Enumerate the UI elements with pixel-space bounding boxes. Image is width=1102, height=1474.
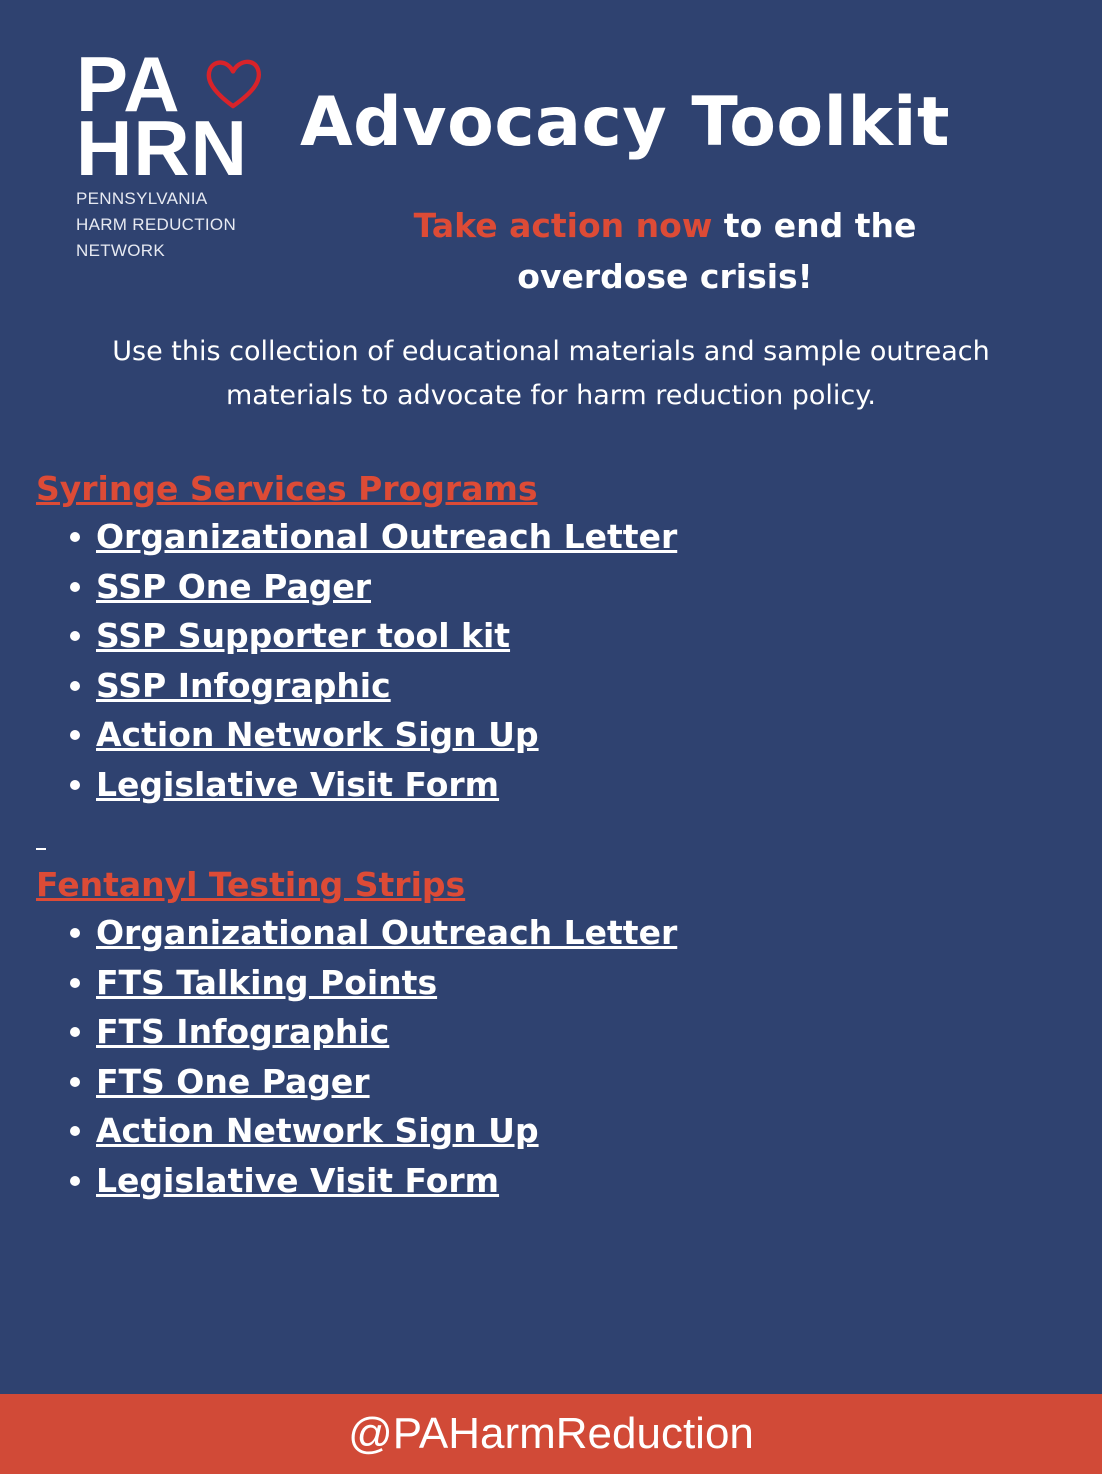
- page-title: Advocacy Toolkit: [300, 83, 950, 162]
- resource-link[interactable]: SSP Infographic: [96, 665, 391, 705]
- list-item: [68, 611, 1036, 661]
- heart-icon: [204, 58, 262, 110]
- list-item: [68, 958, 1036, 1008]
- logo-sub-line: PENNSYLVANIA: [76, 189, 208, 208]
- section-syringe-services: [36, 466, 1036, 810]
- section-heading-link[interactable]: Fentanyl Testing Strips: [36, 865, 466, 904]
- resource-link[interactable]: Action Network Sign Up: [96, 1111, 539, 1151]
- resource-list: [36, 908, 1036, 1206]
- resource-link[interactable]: Organizational Outreach Letter: [96, 913, 678, 952]
- resource-link[interactable]: SSP Supporter tool kit: [96, 616, 511, 656]
- list-item: [68, 562, 1036, 612]
- tagline-accent: Take action now: [413, 206, 713, 245]
- resource-list: [36, 512, 1036, 810]
- logo-sub-line: NETWORK: [76, 241, 165, 260]
- logo-sub-line: HARM REDUCTION: [76, 215, 237, 234]
- pahrn-logo: [76, 40, 266, 267]
- list-item: [68, 1106, 1036, 1156]
- section-fentanyl-testing: [36, 862, 1036, 1206]
- resource-link[interactable]: SSP One Pager: [96, 566, 371, 606]
- list-item: [68, 760, 1036, 810]
- resource-link[interactable]: Legislative Visit Form: [96, 764, 500, 804]
- footer-handle: @PAHarmReduction: [0, 1394, 1102, 1474]
- list-item: [68, 661, 1036, 711]
- list-item: [68, 908, 1036, 958]
- list-item: [68, 710, 1036, 760]
- intro-text: [20, 330, 1082, 418]
- resource-link[interactable]: Organizational Outreach Letter: [96, 517, 678, 556]
- intro-line: Use this collection of educational materials and sample outreach: [112, 336, 990, 367]
- logo-line-pa: PA: [76, 40, 181, 128]
- tagline-line2: overdose crisis!: [517, 257, 813, 296]
- divider-dash: [36, 848, 46, 850]
- resource-link[interactable]: FTS Talking Points: [96, 962, 438, 1002]
- list-item: [68, 1057, 1036, 1107]
- logo-line-hrn: HRN: [76, 104, 248, 192]
- section-heading-link[interactable]: Syringe Services Programs: [36, 469, 538, 508]
- list-item: [68, 1007, 1036, 1057]
- tagline: [360, 200, 970, 302]
- list-item: [68, 512, 1036, 562]
- list-item: [68, 1156, 1036, 1206]
- resource-link[interactable]: Action Network Sign Up: [96, 715, 539, 755]
- resource-link[interactable]: FTS One Pager: [96, 1061, 370, 1101]
- logo-subtitle: [76, 186, 266, 264]
- resource-link[interactable]: FTS Infographic: [96, 1012, 390, 1052]
- resource-link[interactable]: Legislative Visit Form: [96, 1160, 500, 1200]
- tagline-rest: to end the: [712, 206, 917, 245]
- intro-line: materials to advocate for harm reduction policy.: [226, 380, 876, 411]
